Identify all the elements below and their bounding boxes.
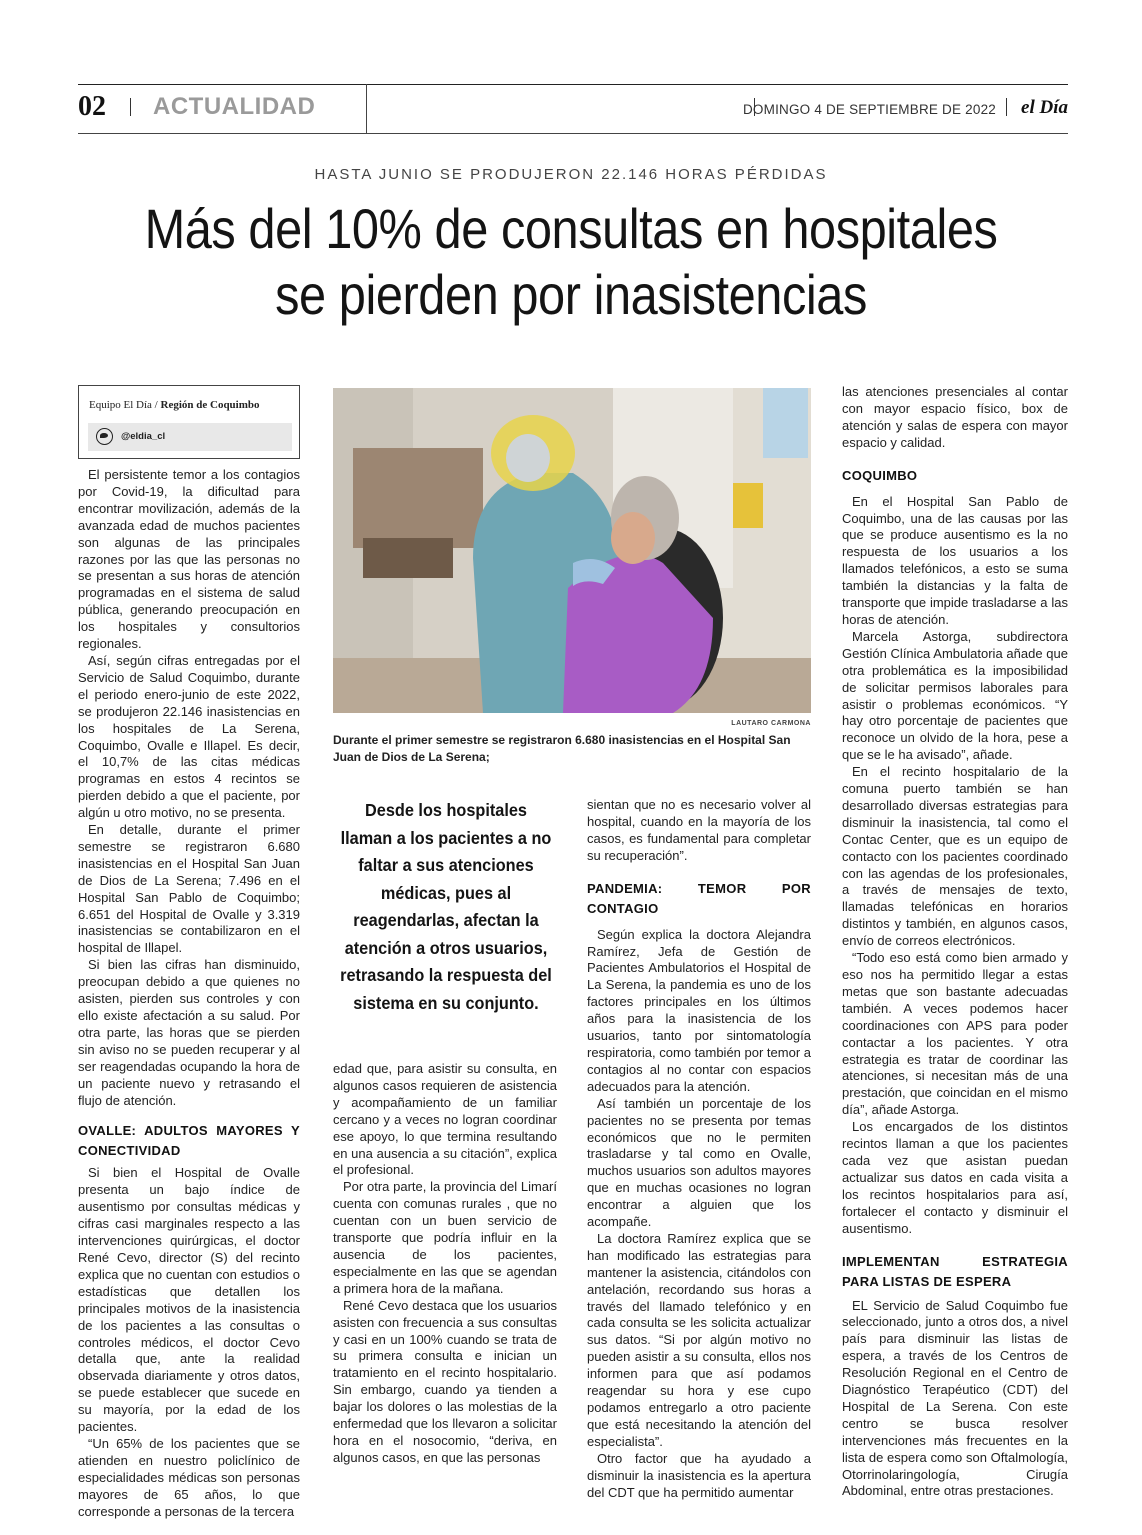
subheading-estrategia: IMPLEMENTAN ESTRATEGIA PARA LISTAS DE ESPERA: [842, 1253, 1068, 1289]
headline-line-2: se pierden por inasistencias: [275, 263, 867, 326]
byline-author: Equipo El Día /: [89, 399, 158, 411]
paragraph: EL Servicio de Salud Coquimbo fue seleccionado, junto a otros dos, a nivel país para disminuir las listas de espera, a través de los Centros de Resolución Regional en el Centro de Diagnóstico Terapéutico (CDT) del Hospital de La Serena. Con este centro se busca resolver intervenciones más frecuentes en la lista de espera como son Oftalmología, Otorrinolaringología, Cirugía Abdominal, entre otras prestaciones.: [842, 1297, 1068, 1499]
paragraph: En detalle, durante el primer semestre se registraron 6.680 inasistencias en el Hospital San Juan de Dios de La Serena; 7.496 en el Hospital San Pablo de Coquimbo; 6.651 del Hospital de Ovalle y 3.319 inasistencias se contabilizaron en el hospital de Illapel.: [78, 822, 300, 956]
headline: [109, 196, 1033, 328]
subheading-ovalle: OVALLE: ADULTOS MAYORES Y CONECTIVIDAD: [78, 1123, 300, 1159]
paragraph: Si bien las cifras han disminuido, preocupan debido a que quienes no asisten, pierden sus controles y con ello existe afectación a su salud. Por otra parte, las horas que se pierden sin aviso no se pueden recuperar y al ser reagendadas ocupando la hora de un paciente nuevo y retrasando el flujo de atención.: [78, 957, 300, 1108]
header-top-rule: [78, 84, 1068, 85]
paragraph: El persistente temor a los contagios por Covid-19, la dificultad para encontrar movilización, además de la avanzada edad de muchos pacientes son algunas de las principales razones por las que las personas no se presentan a sus horas de atención programadas en el sistema de salud pública, generando preocupación en los hospitales y consultorios regionales.: [78, 467, 300, 652]
paragraph: Si bien el Hospital de Ovalle presenta un bajo índice de ausentismo por consultas médicas y cifras casi marginales respecto a las intervenciones quirúrgicas, el doctor René Cevo, director (S) del recinto explica que no cuentan con estudios o estadísticas que detallen los principales motivos de la inasistencia de los pacientes a las consultas o controles médicos, el doctor Cevo detalla que, ante la realidad observada diariamente y otros datos, se puede establecer que sucede en su mayoría, por la edad de los pacientes.: [78, 1165, 300, 1435]
page-number: 02: [78, 91, 106, 122]
pull-quote: Desde los hospitales llaman a los pacientes a no faltar a sus atenciones médicas, pues al reagendarlas, afectan la atención a otros usuarios, retrasando la respuesta del sistema en su conjunto.: [340, 800, 552, 1013]
byline-region: Región de Coquimbo: [160, 399, 260, 411]
article-column-1: [78, 467, 300, 1520]
twitter-handle[interactable]: @eldia_cl: [121, 431, 166, 442]
paragraph: Según explica la doctora Alejandra Ramírez, Jefa de Gestión de Pacientes Ambulatorios el Hospital de La Serena, la pandemia es uno de los factores principales en los últimos años para la inasistencia de los usuarios, tanto por sintomatología respiratoria, como también por temor a contagios al no contar con espacios adecuados para la atención.: [587, 926, 811, 1094]
paragraph: René Cevo destaca que los usuarios asisten con frecuencia a sus consultas y casi en un 100% cuando se trata de su primera consulta e inician un tratamiento en el recinto hospitalario. Sin embargo, cuando ya tienden a bajar los dolores o las molestias de la enfermedad que los llevaron a solicitar hora en el nosocomio, “deriva, en algunos casos, en que las personas: [333, 1297, 557, 1465]
photo-credit: LAUTARO CARMONA: [731, 720, 811, 727]
subheading-pandemia: PANDEMIA: TEMOR POR CONTAGIO: [587, 880, 811, 916]
twitter-icon: [96, 428, 113, 445]
article-column-3: [587, 797, 811, 1501]
header-separator: [130, 98, 131, 116]
paragraph: En el recinto hospitalario de la comuna puerto también se han desarrollado diversas estrategias para disminuir la inasistencia, tal como el Contac Center, que es un equipo de contacto con los pacientes coordinado con las agendas de los profesionales, a través de mensajes de texto, llamadas telefónicas en horarios distintos y también, en algunos casos, envío de correos electrónicos.: [842, 764, 1068, 949]
subheading-coquimbo: COQUIMBO: [842, 467, 918, 483]
paragraph: La doctora Ramírez explica que se han modificado las estrategias para mantener la asistencia, citándolos con antelación, recordando sus horas a través del llamado telefónico y en cada consulta se les solicita actualizar sus datos. “Si por algún motivo no pueden asistir a su consulta, ellos nos informen para que así podamos reagendar su hora y ese cupo podamos entregarlo a otro paciente que está necesitando la atención del especialista”.: [587, 1230, 811, 1449]
paragraph: Así, según cifras entregadas por el Servicio de Salud Coquimbo, durante el periodo enero-junio de este 2022, se produjeron 22.146 inasistencias en los hospitales de La Serena, Coquimbo, Ovalle e Illapel. Es decir, el 10,7% de las citas médicas programas en estos 4 recintos se pierden debido a que el paciente, por algún u otro motivo, no se presenta.: [78, 652, 300, 821]
byline-box: [78, 385, 300, 459]
headline-line-1: Más del 10% de consultas en hospitales: [144, 197, 998, 260]
paragraph: “Un 65% de los pacientes que se atienden en nuestro policlínico de especialidades médicas son personas mayores de 65 años, lo que corresponde a personas de la tercera: [78, 1435, 300, 1519]
header-divider: [366, 84, 367, 133]
paragraph: Marcela Astorga, subdirectora Gestión Clínica Ambulatoria añade que otra problemática es la imposibilidad de solicitar permisos laborales para asistir o problemas económicos. “Y hay otro porcentaje de pacientes que reconoce un olvido de la hora, pese a que se le ha avisado”, añade.: [842, 628, 1068, 763]
paragraph: Por otra parte, la provincia del Limarí cuenta con comunas rurales , que no cuentan con un buen servicio de transporte que podría influir en la ausencia de los pacientes, especialmente en las que se agendan a primera hora de la mañana.: [333, 1179, 557, 1296]
paragraph: “Todo eso está como bien armado y eso nos ha permitido llegar a estas metas que son bastante adecuadas también. A veces podemos hacer coordinaciones con APS para poder contactar a los pacientes. Y otra estrategia es tratar de coordinar las atenciones, si necesitan más de una prestación, que coincidan en el mismo día”, añade Astorga.: [842, 950, 1068, 1118]
paragraph: Los encargados de los distintos recintos llaman a que los pacientes cada vez que asistan puedan actualizar sus datos en cada visita a los recintos hospitalarios para así, fortalecer el contacto y disminuir el ausentismo.: [842, 1119, 1068, 1236]
paragraph: En el Hospital San Pablo de Coquimbo, una de las causas por las que se produce ausentismo es la no respuesta de los usuarios a los llamados telefónicos, a esto se suma también la distancias y la falta de transporte que impide trasladarse a las horas de atención.: [842, 493, 1068, 627]
doctor-examining-patient-photo: [333, 388, 811, 713]
byline: [89, 399, 260, 411]
article-photo: [333, 388, 811, 713]
newspaper-logo: el Día: [1021, 97, 1068, 118]
paragraph: las atenciones presenciales al contar con mayor espacio físico, box de atención y salas de espera con mayor espacio y calidad.: [842, 384, 1068, 450]
photo-caption: Durante el primer semestre se registraron 6.680 inasistencias en el Hospital San Juan de Dios de La Serena;: [333, 733, 791, 764]
article-column-2: [333, 1061, 557, 1467]
paragraph: Otro factor que ha ayudado a disminuir la inasistencia es la apertura del CDT que ha permitido aumentar: [587, 1450, 811, 1500]
paragraph: edad que, para asistir su consulta, en algunos casos requieren de asistencia y acompañamiento de un familiar cercano y a veces no logran coordinar ese apoyo, lo que termina resultando en una ausencia a su citación”, explica el profesional.: [333, 1061, 557, 1178]
paragraph: Así también un porcentaje de los pacientes no se presenta por temas económicos que no le permiten trasladarse y tal como en Ovalle, muchos usuarios son adultos mayores que en muchas ocasiones no logran encontrar a alguien que los acompañe.: [587, 1095, 811, 1230]
logo-separator: [1006, 98, 1007, 116]
kicker: HASTA JUNIO SE PRODUJERON 22.146 HORAS PÉRDIDAS: [314, 166, 828, 183]
header-bottom-rule: [78, 133, 1068, 134]
paragraph: sientan que no es necesario volver al hospital, cuando en la mayoría de los casos, es fundamental para completar su recuperación”.: [587, 797, 811, 863]
issue-date: DOMINGO 4 DE SEPTIEMBRE DE 2022: [742, 102, 996, 117]
article-column-4: [842, 384, 1068, 1500]
section-name: ACTUALIDAD: [153, 93, 316, 120]
social-handle-bar[interactable]: [88, 423, 292, 451]
page-header: [78, 84, 1068, 134]
